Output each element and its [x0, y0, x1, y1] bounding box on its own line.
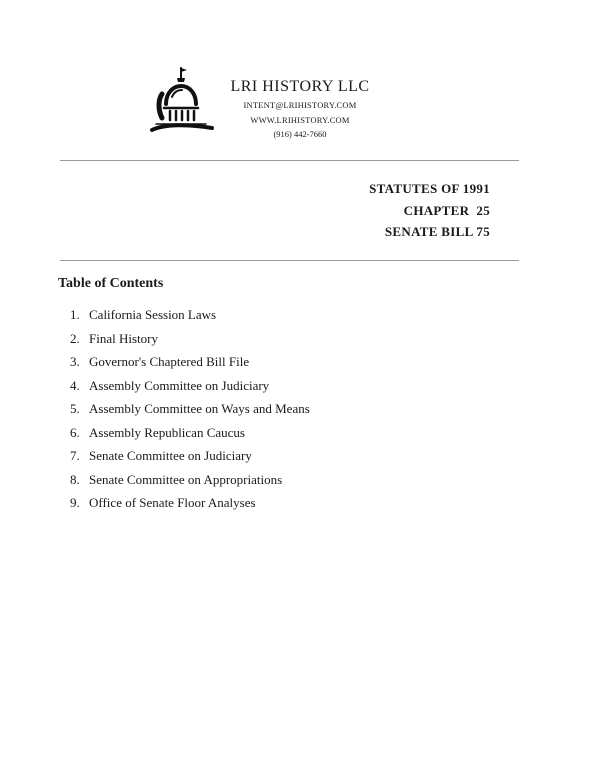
toc-item-label: Final History [89, 330, 158, 346]
toc-item-label: Assembly Committee on Judiciary [89, 377, 270, 393]
company-website: WWW.LRIHISTORY.COM [250, 115, 350, 125]
statute-bill: SENATE BILL 75 [384, 224, 490, 239]
toc-item-number: 6. [70, 424, 80, 440]
toc-item [70, 448, 310, 472]
toc-item-label: Senate Committee on Appropriations [89, 471, 283, 487]
toc-item [70, 472, 310, 496]
divider-top [60, 160, 519, 161]
toc-item [70, 307, 310, 331]
toc-heading: Table of Contents [58, 276, 164, 291]
toc-item [70, 425, 310, 449]
toc-item-number: 5. [70, 401, 80, 416]
toc-item-label: Assembly Republican Caucus [89, 424, 245, 440]
toc-item-number: 4. [70, 377, 80, 393]
toc-item-label: Office of Senate Floor Analyses [89, 495, 256, 510]
toc-item-number: 8. [70, 471, 80, 487]
toc-item [70, 378, 310, 402]
toc-item-number: 3. [70, 354, 80, 369]
toc-item-label: Senate Committee on Judiciary [89, 448, 252, 463]
toc-item-number: 2. [70, 330, 80, 346]
divider-bottom [60, 260, 519, 261]
statute-chapter: CHAPTER 25 [403, 203, 490, 218]
toc-item-label: Governor's Chaptered Bill File [89, 354, 250, 369]
company-name: LRI HISTORY LLC [230, 78, 370, 95]
toc-item-number: 1. [70, 307, 80, 322]
toc-item [70, 495, 310, 519]
toc-item-label: Assembly Committee on Ways and Means [89, 401, 310, 416]
company-email: INTENT@LRIHISTORY.COM [243, 100, 357, 110]
toc-item [70, 401, 310, 425]
toc-item [70, 354, 310, 378]
toc-item-number: 9. [70, 495, 80, 510]
toc-item [70, 331, 310, 355]
capitol-dome-icon [144, 64, 216, 140]
toc-list [70, 307, 310, 519]
company-phone: (916) 442-7660 [273, 129, 327, 139]
toc-item-number: 7. [70, 448, 80, 463]
statute-year: STATUTES OF 1991 [369, 181, 490, 196]
toc-item-label: California Session Laws [89, 307, 217, 322]
